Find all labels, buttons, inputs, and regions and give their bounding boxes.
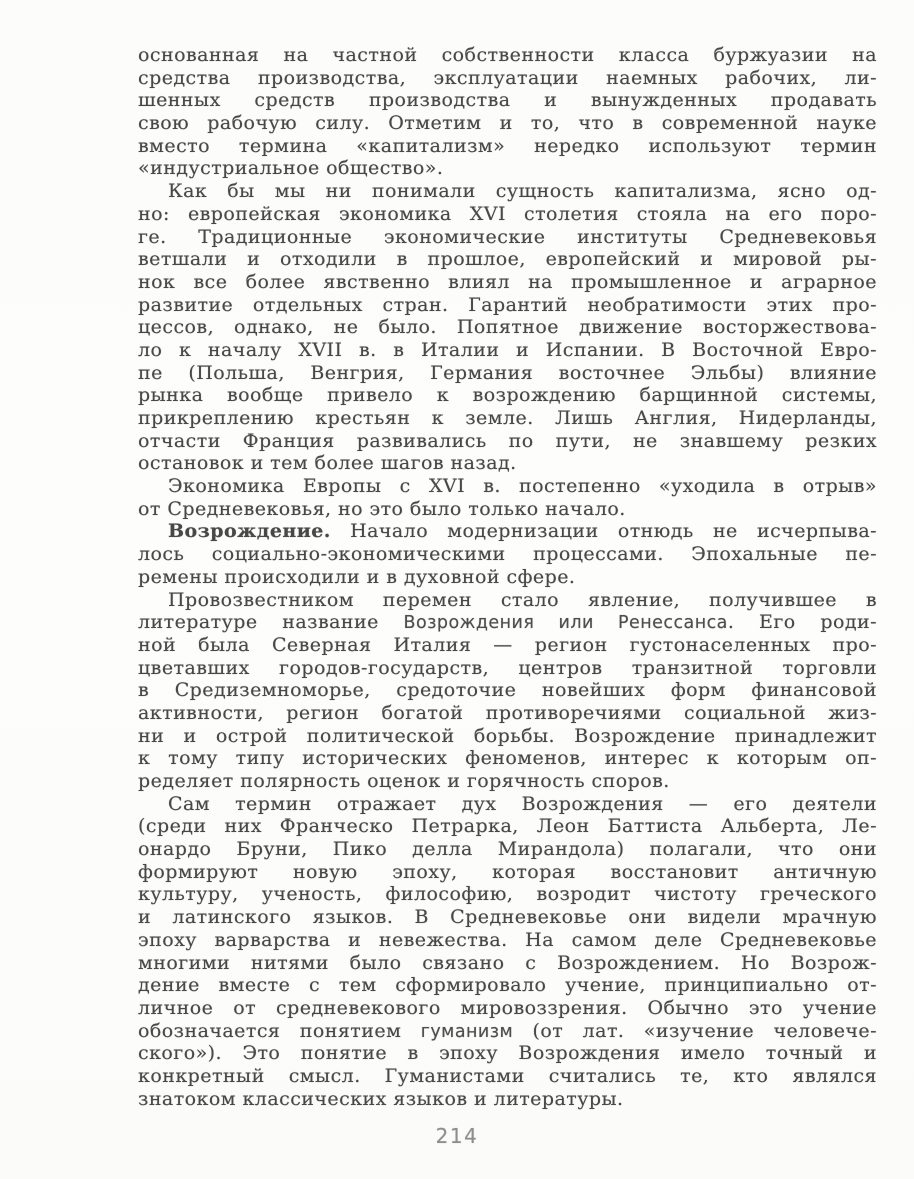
text-line xyxy=(138,1065,877,1088)
text-segment: и латинского языков. В Средневековье они видели мрачную xyxy=(138,906,877,929)
text-line xyxy=(138,634,877,657)
text-segment: (от лат. «изучение человече- xyxy=(513,1019,877,1042)
text-line xyxy=(138,861,877,884)
text-line xyxy=(138,475,877,498)
text-segment: обозначается понятием xyxy=(138,1019,421,1042)
text-line xyxy=(138,407,877,430)
paragraph xyxy=(138,793,877,1111)
text-segment: многими нитями было связано с Возрождением. Но Возрож- xyxy=(138,951,877,974)
text-line xyxy=(138,657,877,680)
text-line xyxy=(138,452,877,475)
paragraph xyxy=(138,180,877,475)
text-line xyxy=(138,430,877,453)
text-line xyxy=(138,589,877,612)
text-line xyxy=(138,316,877,339)
text-segment: отчасти Франция развивались по пути, не знавшему резких xyxy=(138,429,877,452)
text-segment: рынка вообще привело к возрождению барщинной системы, xyxy=(138,384,877,407)
text-segment: нок все более явственно влиял на промышленное и аграрное xyxy=(138,270,877,293)
text-segment: Начало модернизации отнюдь не исчерпыва- xyxy=(330,520,877,543)
text-segment: ределяет полярность оценок и горячность споров. xyxy=(138,770,670,792)
text-segment: личное от средневекового мировоззрения. Обычно это учение xyxy=(138,996,877,1019)
text-segment: культуру, ученость, философию, возродит чистоту греческого xyxy=(138,883,877,906)
text-line xyxy=(138,566,877,589)
text-line xyxy=(138,112,877,135)
text-line xyxy=(138,747,877,770)
emphasized-term: гуманизм xyxy=(420,1021,514,1042)
text-segment: в Средиземноморье, средоточие новейших форм финансовой xyxy=(138,679,877,702)
text-line xyxy=(138,180,877,203)
text-line xyxy=(138,906,877,929)
text-line xyxy=(138,952,877,975)
paragraph xyxy=(138,475,877,520)
text-block xyxy=(138,44,877,1110)
text-line xyxy=(138,929,877,952)
text-segment: дение вместе с тем сформировало учение, принципиально от- xyxy=(138,974,877,997)
text-line xyxy=(138,203,877,226)
text-line xyxy=(138,725,877,748)
text-segment: Провозвестником перемен стало явление, получившее в xyxy=(168,588,877,611)
text-line xyxy=(138,67,877,90)
paragraph xyxy=(138,520,877,588)
text-line xyxy=(138,974,877,997)
text-segment: (среди них Франческо Петрарка, Леон Баттиста Альберта, Ле- xyxy=(138,815,877,838)
text-segment: ло к началу XVII в. в Италии и Испании. В Восточной Евро- xyxy=(138,338,877,361)
text-line xyxy=(138,520,877,543)
text-line xyxy=(138,362,877,385)
text-line xyxy=(138,1042,877,1065)
text-line xyxy=(138,838,877,861)
text-line xyxy=(138,815,877,838)
text-segment: прикреплению крестьян к земле. Лишь Англия, Нидерланды, xyxy=(138,407,877,429)
text-segment: цветавших городов-государств, центров транзитной торговли xyxy=(138,656,877,679)
text-segment: остановок и тем более шагов назад. xyxy=(138,452,517,475)
text-segment: знатоком классических языков и литературы. xyxy=(138,1087,624,1110)
text-line xyxy=(138,883,877,906)
text-line xyxy=(138,997,877,1020)
text-segment: формируют новую эпоху, которая восстановит античную xyxy=(138,860,877,883)
text-line xyxy=(138,294,877,317)
text-segment: «индустриальное общество». xyxy=(138,157,444,180)
text-segment: онардо Бруни, Пико делла Мирандола) полагали, что они xyxy=(138,838,877,861)
text-segment: к тому типу исторических феноменов, интерес к которым оп- xyxy=(138,747,877,770)
text-segment: ной была Северная Италия — регион густонаселенных про- xyxy=(138,633,877,656)
text-line xyxy=(138,226,877,249)
text-line xyxy=(138,702,877,725)
text-line xyxy=(138,1088,877,1111)
text-segment: активности, регион богатой противоречиями социальной жиз- xyxy=(138,701,877,724)
text-line xyxy=(138,135,877,158)
text-segment: . Его роди- xyxy=(727,611,877,634)
text-segment: литературе название xyxy=(138,611,404,634)
text-line xyxy=(138,157,877,180)
text-segment: Сам термин отражает дух Возрождения — его деятели xyxy=(168,792,877,815)
text-line xyxy=(138,339,877,362)
text-segment: развитие отдельных стран. Гарантий необратимости этих про- xyxy=(138,293,877,316)
text-line xyxy=(138,248,877,271)
emphasized-term: Возрождения или Ренессанса xyxy=(403,613,728,634)
text-segment: ветшали и отходили в прошлое, европейский и мировой ры- xyxy=(138,248,877,271)
text-segment: ге. Традиционные экономические институты Средневековья xyxy=(138,225,877,248)
text-line xyxy=(138,611,877,634)
text-segment: шенных средств производства и вынужденных продавать xyxy=(138,89,877,112)
text-line xyxy=(138,271,877,294)
text-segment: пе (Польша, Венгрия, Германия восточнее Эльбы) влияние xyxy=(138,361,877,384)
text-line xyxy=(138,89,877,112)
page-number: 214 xyxy=(435,1124,479,1148)
text-segment: Как бы мы ни понимали сущность капитализма, ясно од- xyxy=(168,180,877,203)
text-segment: ни и острой политической борьбы. Возрождение принадлежит xyxy=(138,724,877,747)
bold-term: Возрождение. xyxy=(168,520,331,543)
text-segment: Экономика Европы с XVI в. постепенно «уходила в отрыв» xyxy=(168,475,877,498)
text-segment: ского»). Это понятие в эпоху Возрождения имело точный и xyxy=(138,1042,877,1065)
text-line xyxy=(138,1020,877,1043)
text-segment: основанная на частной собственности класса буржуазии на xyxy=(138,44,877,66)
text-segment: эпоху варварства и невежества. На самом деле Средневековье xyxy=(138,928,877,951)
text-segment: цессов, однако, не было. Попятное движение восторжествова- xyxy=(138,316,877,339)
text-segment: средства производства, эксплуатации наемных рабочих, ли- xyxy=(138,66,877,89)
text-segment: лось социально-экономическими процессами. Эпохальные пе- xyxy=(138,543,877,566)
paragraph xyxy=(138,44,877,180)
text-line xyxy=(138,543,877,566)
text-segment: конкретный смысл. Гуманистами считались те, кто являлся xyxy=(138,1064,877,1087)
text-line xyxy=(138,770,877,793)
text-line xyxy=(138,384,877,407)
text-segment: но: европейская экономика XVI столетия стояла на его поро- xyxy=(138,202,877,225)
text-line xyxy=(138,793,877,816)
text-segment: ремены происходили и в духовной сфере. xyxy=(138,565,576,588)
text-segment: вместо термина «капитализм» нередко используют термин xyxy=(138,134,877,157)
text-line xyxy=(138,498,877,521)
text-line xyxy=(138,679,877,702)
text-line xyxy=(138,44,877,67)
text-segment: от Средневековья, но это было только начало. xyxy=(138,497,626,520)
paragraph xyxy=(138,589,877,793)
text-segment: свою рабочую силу. Отметим и то, что в современной науке xyxy=(138,112,877,135)
